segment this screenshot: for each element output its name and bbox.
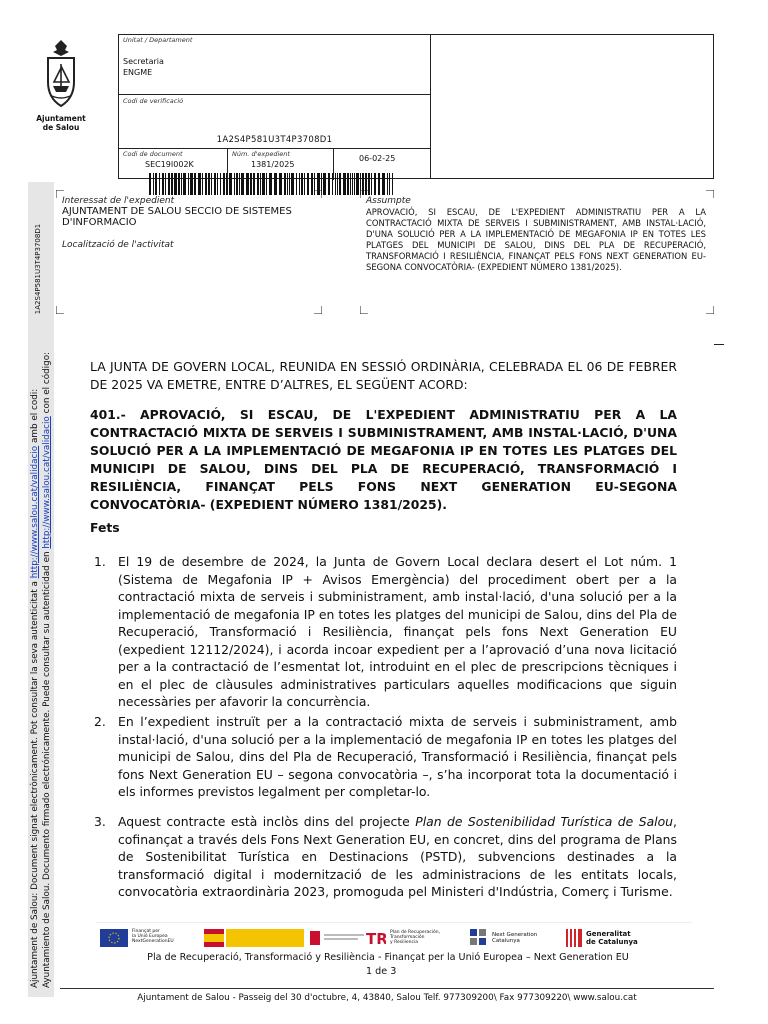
spain-flag-icon (204, 929, 304, 947)
list-item-text: El 19 de desembre de 2024, la Junta de Govern Local declara desert el Lot núm. 1 (Sistema de Megafonia IP + Avisos Emergència) del procediment obert per a la contractació mixta de serveis i subministrament, amb instal·lació, d'una solució per a la implementació de megafonia IP en totes les platges del municipi de Salou, dins del Pla de Recuperació, Transformació i Resiliència, finançat pels fons Next Generation EU (expedient 12112/2024), i acorda incoar expedient per a l’aprovació d’una nova licitació per a la contractació de l’esmentat lot, introduint en el plec de prescripcions tècniques i en el plec de clàusules administratives particulars aquelles modificacions que siguin necessàries per afavorir la concurrència. (118, 554, 677, 709)
tr-logo-icon (366, 929, 386, 947)
verification-code: 1A2S4P581U3T4P3708D1 (216, 135, 333, 145)
file-num: 1381/2025 (251, 160, 295, 169)
corner-mark (314, 190, 322, 198)
doc-code: SEC19I002K (145, 160, 194, 169)
doc-code-label: Codi de document (123, 150, 183, 158)
municipal-logo (36, 38, 86, 132)
spain-government-logo (204, 929, 304, 947)
intro-paragraph: LA JUNTA DE GOVERN LOCAL, REUNIDA EN SESSIÓ ORDINÀRIA, CELEBRADA EL 06 DE FEBRER DE 2025 VA EMETRE, ENTRE D’ALTRES, EL SEGÜENT ACORD: (90, 359, 677, 392)
municipality-name-line1: Ajuntament (36, 114, 86, 123)
funders-logos (96, 922, 692, 950)
unit-label: Unitat / Departament (123, 36, 193, 44)
unit-line2: ENGME (123, 68, 153, 77)
agreement-heading: 401.- APROVACIÓ, SI ESCAU, DE L'EXPEDIENT ADMINISTRATIU PER A LA CONTRACTACIÓ MIXTA DE SERVEIS I SUBMINISTRAMENT, AMB INSTAL·LACIÓ, D'UNA SOLUCIÓ PER A LA IMPLEMENTACIÓ DE MEGAFONIA IP EN TOTES LES PLATGES DEL MUNICIPI DE SALOU, DINS DEL PLA DE RECUPERACIÓ, TRANSFORMACIÓ I RESILIÈNCIA, FINANÇAT PELS FONS NEXT GENERATION EU-SEGONA CONVOCATÒRIA- (EXPEDIENT NÚMERO 1381/2025). (90, 407, 677, 512)
corner-mark (56, 306, 64, 314)
ministry-seal-icon (310, 929, 364, 947)
ng-grid-icon (470, 929, 488, 947)
subject-box (366, 196, 706, 273)
coat-of-arms-icon (43, 38, 79, 110)
location-label: Localització de l'activitat (62, 240, 174, 250)
unit-line1: Secretaria (123, 57, 164, 66)
senyera-icon (566, 929, 582, 947)
interested-party-box (62, 196, 292, 250)
unit-cell (119, 35, 430, 95)
file-num-label: Núm. d'expedient (232, 150, 290, 158)
authenticity-notice: Ajuntament de Salou: Document signat electrònicament. Pot consultar la seva autenticitat a http://www.salou.cat/validacio amb el codi: Ayuntamiento de Salou. Documento firmado electrónicamente. Puede consultar su autenticidad en http://www.salou.cat/validacio con el código: (30, 351, 52, 988)
next-generation-catalunya-logo: Next Generation Catalunya (470, 929, 550, 947)
validation-link-1[interactable]: http://www.salou.cat/validacio (30, 445, 40, 579)
document-date: 06-02-25 (359, 154, 396, 163)
footer-divider (60, 988, 714, 989)
subject-text: APROVACIÓ, SI ESCAU, DE L'EXPEDIENT ADMINISTRATIU PER A LA CONTRACTACIÓ MIXTA DE SERVEIS I SUBMINISTRAMENT, AMB INSTAL·LACIÓ, D'UNA SOLUCIÓ PER A LA IMPLEMENTACIÓ DE MEGAFONIA IP EN TOTES LES PLATGES DEL MUNICIPI DE SALOU, DINS DEL PLA DE RECUPERACIÓ, TRANSFORMACIÓ I RESILIÈNCIA, FINANÇAT PELS FONS NEXT GENERATION EU-SEGONA CONVOCATÒRIA- (EXPEDIENT NÚMERO 1381/2025). (366, 207, 706, 272)
verification-label: Codi de verificació (123, 97, 184, 105)
ministry-logo (310, 929, 364, 947)
municipality-name-line2: de Salou (42, 123, 80, 132)
eu-logo: Finançat per la Unió Europea NextGenerationEU (100, 929, 190, 947)
side-verification-code: 1A2S4P581U3T4P3708D1 (34, 223, 42, 315)
footer-address: Ajuntament de Salou - Passeig del 30 d'octubre, 4, 43840, Salou Telf. 977309200\ Fax 977309220\ www.salou.cat (137, 993, 637, 1003)
subject-label: Assumpte (366, 196, 411, 206)
list-item: 2. En l’expedient instruït per a la contractació mixta de serveis i subministrament, amb instal·lació, d'una solució per a la implementació de megafonia IP en totes les platges del municipi de Salou, dins del Pla de Recuperació, Transformació i Resiliència, finançat pels fons Next Generation EU – segona convocatòria –, s’ha incorporat tota la documentació i els informes previstos legalment per completar-lo. (94, 714, 677, 799)
list-item: 1. El 19 de desembre de 2024, la Junta de Govern Local declara desert el Lot núm. 1 (Sistema de Megafonia IP + Avisos Emergència) del procediment obert per a la contractació mixta de serveis i subministrament, amb instal·lació, d'una solució per a la implementació de megafonia IP en totes les platges del municipi de Salou, dins del Pla de Recuperació, Transformació i Resiliència, finançat pels fons Next Generation EU (expedient 12112/2024), i acorda incoar expedient per a l’aprovació d’una nova licitació per a la contractació de l’esmentat lot, introduint en el plec de prescripcions tècniques i en el plec de clàusules administratives particulars aquelles modificacions que siguin necessàries per afavorir la concurrència. (94, 554, 677, 709)
list-item-text: En l’expedient instruït per a la contractació mixta de serveis i subministrament, amb instal·lació, d'una solució per a la implementació de megafonia IP en totes les platges del municipi de Salou, dins del Pla de Recuperació, Transformació i Resiliència, finançat pels fons Next Generation EU – segona convocatòria –, s’ha incorporat tota la documentació i els informes previstos legalment per completar-lo. (118, 714, 677, 799)
validation-link-2[interactable]: http://www.salou.cat/validacio (42, 416, 52, 549)
margin-tick (714, 344, 724, 345)
page-number: 1 de 3 (366, 966, 397, 977)
codes-row (119, 149, 430, 180)
interested-label: Interessat de l'expedient (62, 196, 175, 206)
list-item-text: Aquest contracte està inclòs dins del projecte Plan de Sostenibilidad Turística de Salou, cofinançat a través dels Fons Next Generation EU, en concret, dins del programa de Plans de Sostenibilitat Turística en Destinacions (PSTD), subvencions destinades a la transformació digital i modernització de les administracions de les entitats locals, convocatòria extraordinària 2023, promoguda pel Ministeri d'Indústria, Comerç i Turisme. (118, 814, 677, 899)
facts-heading: Fets (90, 520, 120, 535)
corner-mark (706, 190, 714, 198)
corner-mark (360, 306, 368, 314)
eu-flag-icon (100, 929, 128, 947)
interested-line1: AJUNTAMENT DE SALOU SECCIO DE SISTEMES (62, 206, 292, 217)
recovery-plan-logo: TR Plan de Recuperación, Transformación y Resiliencia (366, 930, 441, 947)
svg-text:TR: TR (366, 930, 386, 947)
funding-notice: Pla de Recuperació, Transformació y Resiliència - Finançat per la Unió Europea – Next Generation EU (147, 952, 629, 963)
generalitat-logo: Generalitat de Catalunya (566, 929, 656, 947)
corner-mark (314, 306, 322, 314)
corner-mark (706, 306, 714, 314)
document-header-box (118, 34, 714, 179)
list-item: 3. Aquest contracte està inclòs dins del projecte Plan de Sostenibilidad Turística de Salou, cofinançat a través dels Fons Next Generation EU, en concret, dins del programa de Plans de Sostenibilitat Turística en Destinacions (PSTD), subvencions destinades a la transformació digital i modernització de les administracions de les entitats locals, convocatòria extraordinària 2023, promoguda pel Ministeri d'Indústria, Comerç i Turisme. (94, 814, 677, 899)
interested-line2: D'INFORMACIO (62, 217, 137, 228)
